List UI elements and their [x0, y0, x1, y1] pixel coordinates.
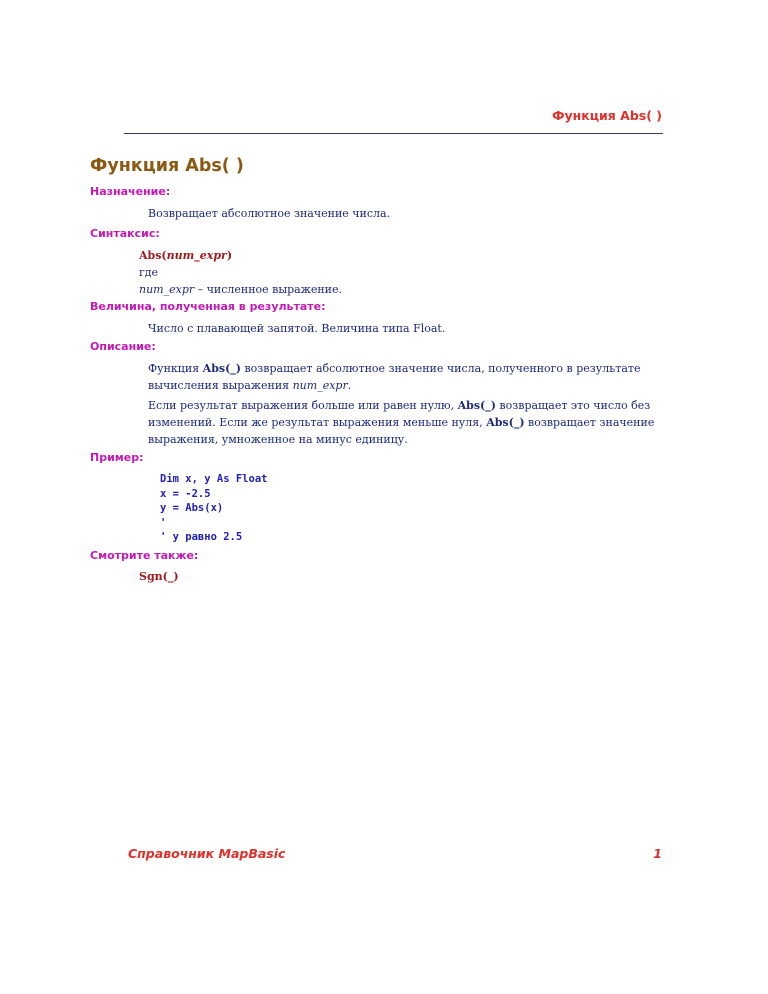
- param-description: – численное выражение.: [194, 283, 343, 296]
- syntax-where: где: [139, 266, 159, 279]
- code-line: ': [160, 516, 167, 529]
- footer-book-title: Справочник MapBasic: [128, 846, 286, 861]
- purpose-heading: Назначение:: [90, 185, 171, 198]
- code-line: Dim x, y As Float: [160, 473, 268, 485]
- desc-p2-text-2: возвращает это число без изменений. Если же результат выражения меньше нуля,: [148, 399, 651, 429]
- syntax-line: [90, 247, 670, 264]
- syntax-close-paren: ): [226, 249, 233, 262]
- param-name: num_expr: [139, 283, 195, 296]
- see-also-heading: Смотрите также:: [90, 548, 199, 562]
- function-reference: Abs(_): [486, 416, 525, 429]
- return-value-heading: Величина, полученная в результате:: [90, 300, 326, 313]
- return-value-text: Число с плавающей запятой. Величина типа Float.: [148, 322, 446, 335]
- purpose-text: Возвращает абсолютное значение числа.: [148, 207, 391, 220]
- function-reference: Abs(_): [457, 399, 496, 412]
- description-paragraph-2: [90, 397, 670, 448]
- code-line: x = -2.5: [160, 487, 211, 500]
- main-content: [90, 150, 670, 585]
- desc-p1-text-2: возвращает абсолютное значение числа, полученного в результате вычисления выражения: [148, 362, 641, 392]
- running-header: Функция Abs( ): [552, 108, 662, 123]
- see-also-link-sgn[interactable]: Sgn(_): [139, 569, 179, 583]
- example-heading: Пример:: [90, 451, 144, 464]
- syntax-heading: Синтаксис:: [90, 227, 160, 240]
- syntax-param: [90, 281, 670, 298]
- code-example: [90, 472, 670, 545]
- code-line: y = Abs(x): [160, 502, 224, 514]
- function-reference: Abs(_): [202, 362, 241, 375]
- header-divider: [124, 133, 663, 134]
- param-reference: num_expr: [292, 379, 348, 392]
- code-line: ' y равно 2.5: [160, 531, 243, 543]
- desc-p2-text: Если результат выражения больше или равен нулю,: [148, 399, 458, 412]
- description-heading: Описание:: [90, 340, 156, 353]
- desc-p1-end: .: [347, 379, 352, 392]
- desc-p1-text: Функция: [148, 362, 203, 375]
- page-title: Функция Abs( ): [90, 156, 244, 176]
- footer-page-number: 1: [653, 846, 662, 861]
- description-paragraph-1: [90, 360, 670, 394]
- syntax-function: Abs(: [139, 249, 167, 262]
- syntax-argument: num_expr: [166, 249, 227, 262]
- desc-p2-end: возвращает значение выражения, умноженное на минус единицу.: [148, 416, 655, 446]
